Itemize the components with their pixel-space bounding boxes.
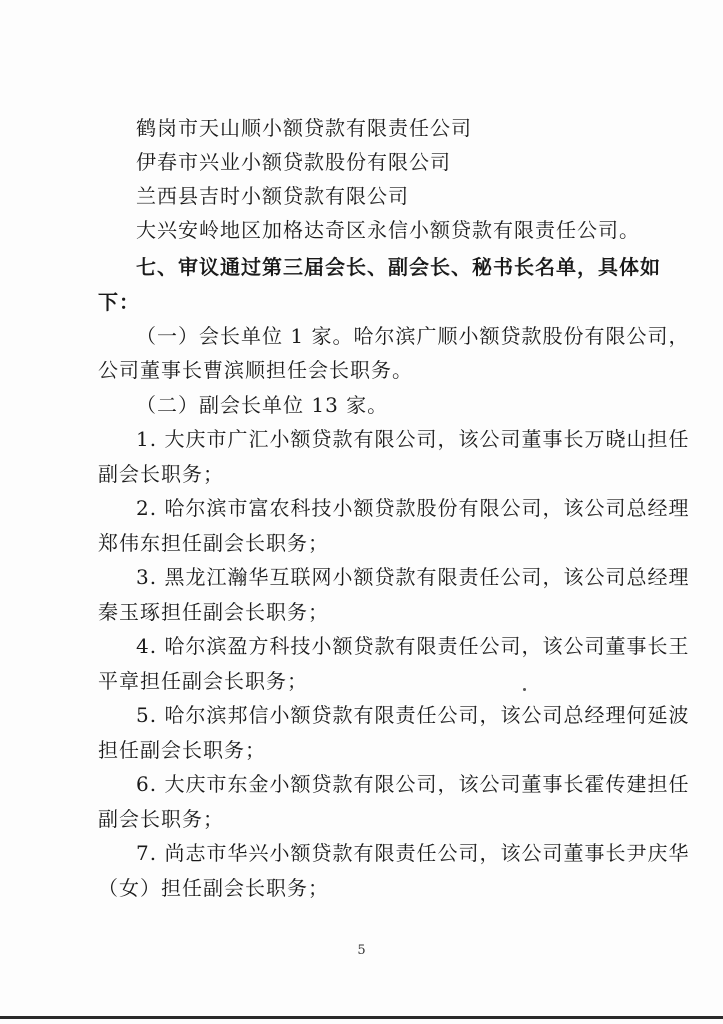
company-line: 鹤岗市天山顺小额贷款有限责任公司: [136, 116, 472, 140]
vice-item: 5. 哈尔滨邦信小额贷款有限责任公司，该公司总经理何延波: [136, 703, 690, 727]
vice-item-continued: （女）担任副会长职务；: [98, 876, 329, 900]
vice-item-continued: 担任副会长职务；: [98, 738, 266, 762]
vice-president-heading: （二）副会长单位 13 家。: [136, 393, 389, 417]
president-paragraph: （一）会长单位 1 家。哈尔滨广顺小额贷款股份有限公司，: [136, 324, 690, 348]
section-heading: 七、审议通过第三届会长、副会长、秘书长名单，具体如: [136, 255, 661, 279]
company-line: 伊春市兴业小额贷款股份有限公司: [136, 150, 451, 174]
scan-speck: [523, 688, 526, 691]
vice-item-continued: 副会长职务；: [98, 462, 224, 486]
section-heading-continued: 下：: [98, 290, 140, 314]
president-paragraph-continued: 公司董事长曹滨顺担任会长职务。: [98, 358, 413, 382]
vice-item-continued: 平章担任副会长职务；: [98, 669, 308, 693]
vice-item: 1. 大庆市广汇小额贷款有限公司，该公司董事长万晓山担任: [136, 427, 690, 451]
vice-item-continued: 副会长职务；: [98, 807, 224, 831]
vice-item: 4. 哈尔滨盈方科技小额贷款有限责任公司，该公司董事长王: [136, 634, 690, 658]
company-line: 大兴安岭地区加格达奇区永信小额贷款有限责任公司。: [136, 218, 640, 242]
company-line: 兰西县吉时小额贷款有限公司: [136, 184, 409, 208]
vice-item-continued: 郑伟东担任副会长职务；: [98, 531, 329, 555]
scan-edge-line: [0, 1016, 723, 1019]
vice-item: 6. 大庆市东金小额贷款有限公司，该公司董事长霍传建担任: [136, 772, 690, 796]
vice-item: 2. 哈尔滨市富农科技小额贷款股份有限公司，该公司总经理: [136, 496, 690, 520]
page-number: 5: [357, 943, 366, 958]
vice-item: 7. 尚志市华兴小额贷款有限责任公司，该公司董事长尹庆华: [136, 841, 690, 865]
vice-item: 3. 黑龙江瀚华互联网小额贷款有限责任公司，该公司总经理: [136, 565, 690, 589]
vice-item-continued: 秦玉琢担任副会长职务；: [98, 600, 329, 624]
